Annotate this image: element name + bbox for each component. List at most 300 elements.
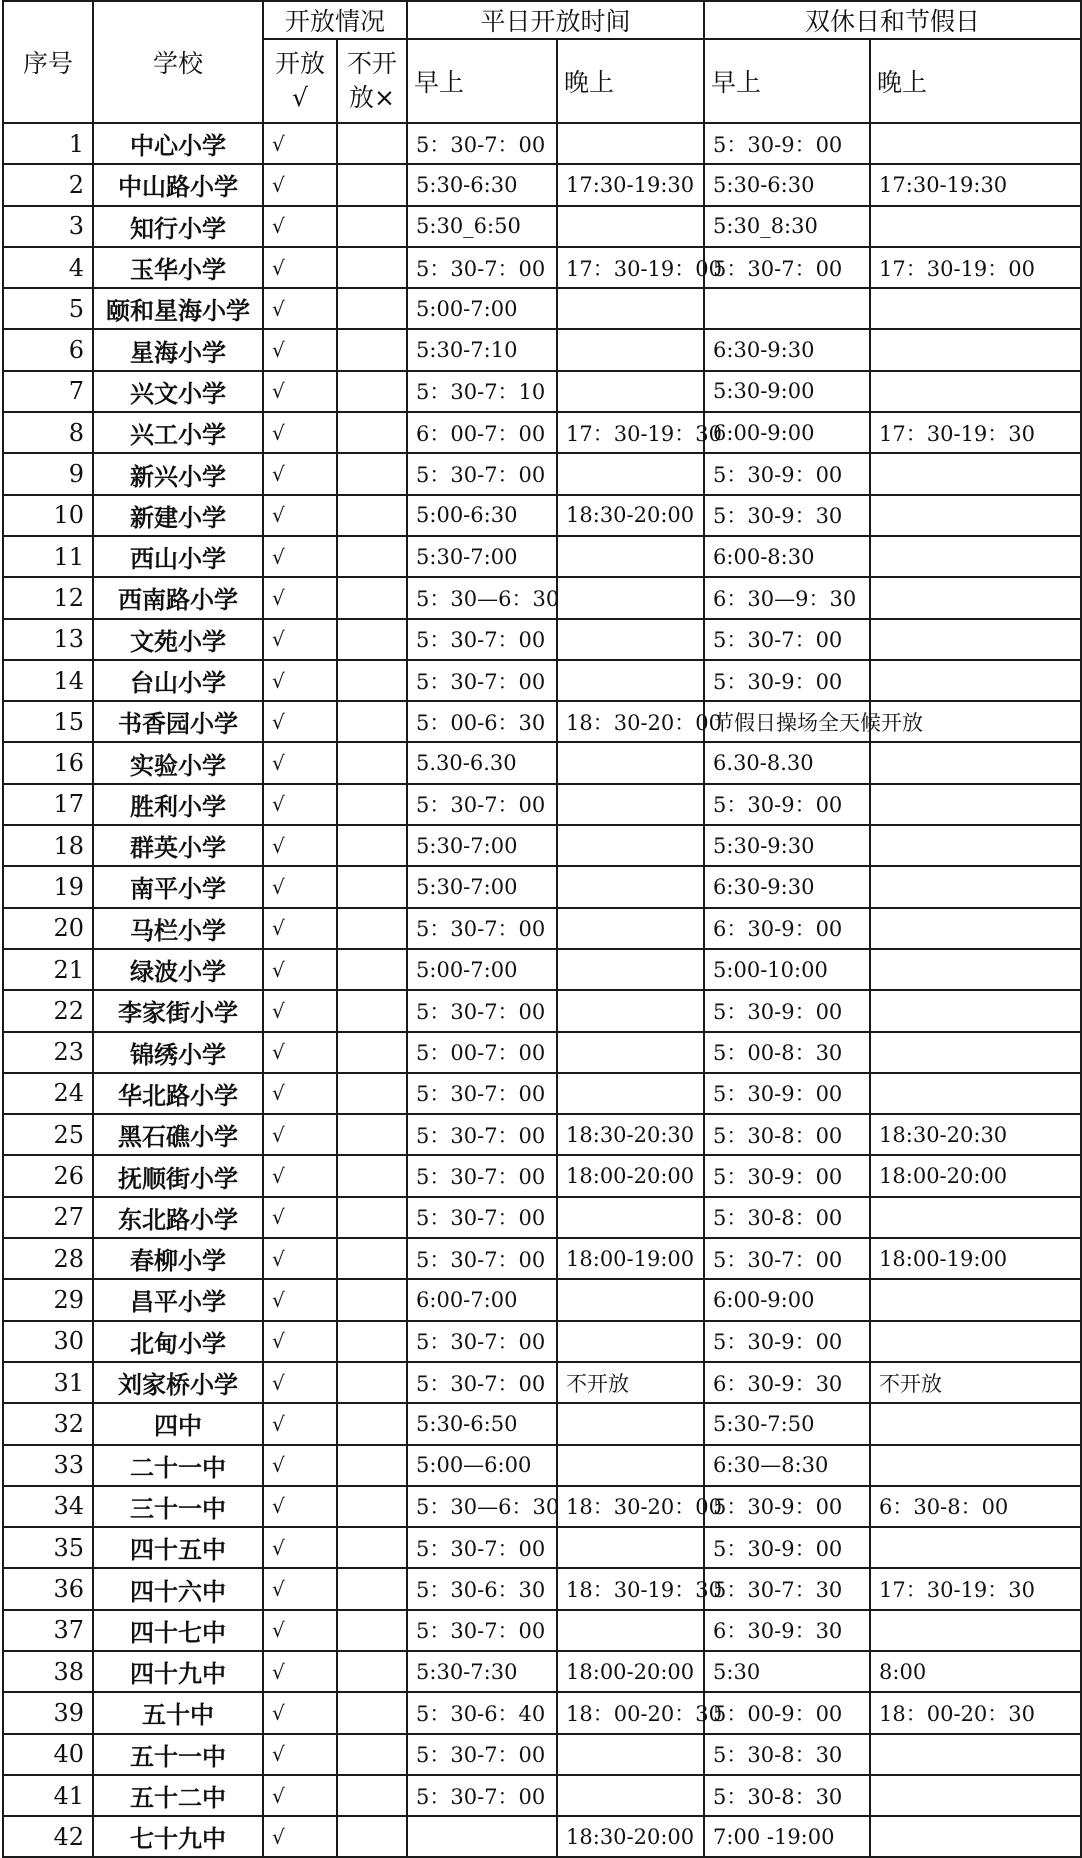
weekday-evening-cell [557, 1073, 704, 1114]
header-open: 开放√ [263, 39, 337, 123]
school-cell: 西山小学 [93, 536, 263, 577]
table-row [3, 1362, 1081, 1403]
seq-cell: 10 [3, 495, 93, 536]
weekday-evening-cell [557, 742, 704, 783]
weekday-evening-cell [557, 329, 704, 370]
seq-cell: 19 [3, 866, 93, 907]
weekday-morning-cell: 5：30-7：00 [407, 453, 557, 494]
weekend-morning-cell: 5：30-9：00 [704, 1321, 870, 1362]
weekend-morning-cell: 5:30-6:30 [704, 164, 870, 205]
weekend-morning-cell: 7:00 -19:00 [704, 1816, 870, 1857]
weekday-morning-cell: 5：30-7：00 [407, 1321, 557, 1362]
table-row [3, 329, 1081, 370]
not-open-mark [337, 123, 407, 164]
school-cell: 昌平小学 [93, 1279, 263, 1320]
table-row [3, 1073, 1081, 1114]
weekday-evening-cell: 18:00-19:00 [557, 1238, 704, 1279]
school-cell: 实验小学 [93, 742, 263, 783]
open-mark: √ [263, 536, 337, 577]
weekday-evening-cell [557, 206, 704, 247]
weekday-morning-cell: 5：30-7：00 [407, 1238, 557, 1279]
table-row [3, 1032, 1081, 1073]
not-open-mark [337, 1032, 407, 1073]
table-body [3, 123, 1081, 1857]
weekday-morning-cell: 5:30-7:00 [407, 825, 557, 866]
weekend-evening-cell [870, 288, 1081, 329]
weekday-evening-cell [557, 536, 704, 577]
weekday-morning-cell: 5：30-7：00 [407, 1734, 557, 1775]
weekday-morning-cell: 5：30-7：00 [407, 1114, 557, 1155]
seq-cell: 2 [3, 164, 93, 205]
not-open-mark [337, 247, 407, 288]
open-mark: √ [263, 1403, 337, 1444]
table-row [3, 742, 1081, 783]
weekday-evening-cell: 18:00-20:00 [557, 1651, 704, 1692]
weekend-morning-cell: 5：30-9：00 [704, 660, 870, 701]
school-cell: 颐和星海小学 [93, 288, 263, 329]
not-open-mark [337, 1610, 407, 1651]
weekday-morning-cell: 5：30-7：00 [407, 1527, 557, 1568]
weekend-evening-cell: 17：30-19：30 [870, 412, 1081, 453]
weekend-evening-cell [870, 536, 1081, 577]
open-mark: √ [263, 1692, 337, 1733]
schedule-table [2, 0, 1082, 1858]
header-weekend-morning: 早上 [704, 39, 870, 123]
seq-cell: 26 [3, 1155, 93, 1196]
weekend-evening-cell: 18：00-20：30 [870, 1692, 1081, 1733]
seq-cell: 3 [3, 206, 93, 247]
weekend-morning-cell: 6：30-9：30 [704, 1610, 870, 1651]
school-cell: 新建小学 [93, 495, 263, 536]
seq-cell: 12 [3, 577, 93, 618]
seq-cell: 27 [3, 1197, 93, 1238]
seq-cell: 7 [3, 371, 93, 412]
table-row [3, 1403, 1081, 1444]
weekend-morning-cell: 5：30-7：00 [704, 1238, 870, 1279]
weekend-evening-cell [870, 371, 1081, 412]
weekend-morning-cell: 5：30-9：00 [704, 1486, 870, 1527]
table-row [3, 1610, 1081, 1651]
weekday-morning-cell: 5:30-7:30 [407, 1651, 557, 1692]
school-cell: 台山小学 [93, 660, 263, 701]
not-open-mark [337, 1527, 407, 1568]
weekday-evening-cell [557, 1032, 704, 1073]
weekend-evening-cell [870, 1775, 1081, 1816]
open-mark: √ [263, 1279, 337, 1320]
not-open-mark [337, 1692, 407, 1733]
not-open-mark [337, 1486, 407, 1527]
weekend-evening-cell [870, 1197, 1081, 1238]
not-open-mark [337, 1568, 407, 1609]
weekday-morning-cell: 5:30-7:00 [407, 866, 557, 907]
weekend-morning-cell: 5:30-9:00 [704, 371, 870, 412]
open-mark: √ [263, 1816, 337, 1857]
not-open-mark [337, 536, 407, 577]
weekend-evening-cell [870, 1032, 1081, 1073]
weekend-morning-cell: 5：30-9：30 [704, 495, 870, 536]
open-mark: √ [263, 701, 337, 742]
school-cell: 兴工小学 [93, 412, 263, 453]
not-open-mark [337, 660, 407, 701]
open-mark: √ [263, 371, 337, 412]
header-row-top [3, 1, 1081, 39]
table-row [3, 701, 1081, 742]
table-row [3, 990, 1081, 1031]
weekday-morning-cell: 6：00-7：00 [407, 412, 557, 453]
weekday-evening-cell: 17：30-19：00 [557, 247, 704, 288]
seq-cell: 1 [3, 123, 93, 164]
weekend-evening-cell [870, 329, 1081, 370]
not-open-mark [337, 1155, 407, 1196]
weekend-evening-cell [870, 1445, 1081, 1486]
weekend-morning-cell: 6:00-9:00 [704, 412, 870, 453]
seq-cell: 32 [3, 1403, 93, 1444]
seq-cell: 11 [3, 536, 93, 577]
weekday-morning-cell: 6:00-7:00 [407, 1279, 557, 1320]
weekend-evening-cell [870, 660, 1081, 701]
table-row [3, 247, 1081, 288]
weekday-evening-cell: 18：30-20：00 [557, 701, 704, 742]
not-open-mark [337, 412, 407, 453]
weekend-evening-cell [870, 866, 1081, 907]
table-row [3, 866, 1081, 907]
seq-cell: 6 [3, 329, 93, 370]
weekday-evening-cell: 18：30-19：30 [557, 1568, 704, 1609]
school-cell: 五十中 [93, 1692, 263, 1733]
weekday-morning-cell: 5:30-6:50 [407, 1403, 557, 1444]
table-row [3, 206, 1081, 247]
weekend-evening-cell [870, 742, 1081, 783]
weekend-morning-cell: 5:30 [704, 1651, 870, 1692]
table-row [3, 1816, 1081, 1857]
school-cell: 李家街小学 [93, 990, 263, 1031]
seq-cell: 42 [3, 1816, 93, 1857]
weekend-evening-cell [870, 825, 1081, 866]
school-cell: 书香园小学 [93, 701, 263, 742]
school-cell: 四十六中 [93, 1568, 263, 1609]
weekend-morning-cell: 5：00-9：00 [704, 1692, 870, 1733]
weekend-evening-cell [870, 1403, 1081, 1444]
not-open-mark [337, 206, 407, 247]
school-cell: 中心小学 [93, 123, 263, 164]
weekday-morning-cell: 5：00-7：00 [407, 1032, 557, 1073]
weekend-morning-cell: 5:00-10:00 [704, 949, 870, 990]
weekday-morning-cell: 5：30-7：00 [407, 123, 557, 164]
weekday-evening-cell [557, 577, 704, 618]
weekday-evening-cell [557, 949, 704, 990]
school-cell: 三十一中 [93, 1486, 263, 1527]
weekday-evening-cell: 18:30-20:00 [557, 1816, 704, 1857]
weekend-morning-cell: 5：30-8：30 [704, 1734, 870, 1775]
weekend-morning-cell: 节假日操场全天候开放 [704, 701, 870, 742]
weekday-morning-cell: 5：30-7：00 [407, 1197, 557, 1238]
weekend-evening-cell [870, 206, 1081, 247]
weekday-morning-cell: 5：30-7：00 [407, 1775, 557, 1816]
not-open-mark [337, 1734, 407, 1775]
weekend-evening-cell [870, 1527, 1081, 1568]
open-mark: √ [263, 1734, 337, 1775]
table-row [3, 1321, 1081, 1362]
weekend-morning-cell: 5:30-9:30 [704, 825, 870, 866]
weekend-evening-cell [870, 1610, 1081, 1651]
open-mark: √ [263, 908, 337, 949]
open-mark: √ [263, 123, 337, 164]
weekend-evening-cell [870, 1321, 1081, 1362]
not-open-mark [337, 495, 407, 536]
weekend-morning-cell: 5：30-9：00 [704, 784, 870, 825]
school-cell: 文苑小学 [93, 619, 263, 660]
seq-cell: 15 [3, 701, 93, 742]
not-open-mark [337, 1279, 407, 1320]
not-open-mark [337, 329, 407, 370]
table-row [3, 1114, 1081, 1155]
weekend-evening-cell [870, 784, 1081, 825]
weekend-morning-cell: 5：30-9：00 [704, 1155, 870, 1196]
not-open-mark [337, 908, 407, 949]
weekend-morning-cell: 6:30-9:30 [704, 866, 870, 907]
weekend-evening-cell: 18:30-20:30 [870, 1114, 1081, 1155]
table-row [3, 495, 1081, 536]
school-cell: 春柳小学 [93, 1238, 263, 1279]
not-open-mark [337, 701, 407, 742]
not-open-mark [337, 164, 407, 205]
weekday-morning-cell: 5:00-7:00 [407, 949, 557, 990]
open-mark: √ [263, 1610, 337, 1651]
seq-cell: 29 [3, 1279, 93, 1320]
seq-cell: 9 [3, 453, 93, 494]
header-school: 学校 [93, 1, 263, 123]
not-open-mark [337, 825, 407, 866]
weekday-morning-cell: 5:00-7:00 [407, 288, 557, 329]
weekday-morning-cell: 5.30-6.30 [407, 742, 557, 783]
table-row [3, 1527, 1081, 1568]
weekend-morning-cell: 6:30-9:30 [704, 329, 870, 370]
header-weekday: 平日开放时间 [407, 1, 704, 39]
weekday-morning-cell: 5:30-7:10 [407, 329, 557, 370]
not-open-mark [337, 1775, 407, 1816]
seq-cell: 39 [3, 1692, 93, 1733]
weekday-evening-cell: 18：00-20：30 [557, 1692, 704, 1733]
weekday-evening-cell: 18:00-20:00 [557, 1155, 704, 1196]
weekend-evening-cell [870, 1073, 1081, 1114]
weekend-morning-cell: 5：00-8：30 [704, 1032, 870, 1073]
seq-cell: 17 [3, 784, 93, 825]
weekend-evening-cell: 17:30-19:30 [870, 164, 1081, 205]
weekday-morning-cell: 5：30-7：00 [407, 619, 557, 660]
school-cell: 胜利小学 [93, 784, 263, 825]
weekday-morning-cell: 5：30—6：30 [407, 1486, 557, 1527]
not-open-mark [337, 866, 407, 907]
weekday-evening-cell [557, 1527, 704, 1568]
weekday-evening-cell [557, 619, 704, 660]
weekday-morning-cell: 5:00-6:30 [407, 495, 557, 536]
not-open-mark [337, 453, 407, 494]
school-cell: 刘家桥小学 [93, 1362, 263, 1403]
school-cell: 星海小学 [93, 329, 263, 370]
header-weekday-morning: 早上 [407, 39, 557, 123]
weekday-evening-cell: 18：30-20：00 [557, 1486, 704, 1527]
weekend-evening-cell [870, 453, 1081, 494]
open-mark: √ [263, 577, 337, 618]
open-mark: √ [263, 247, 337, 288]
weekend-morning-cell [704, 288, 870, 329]
school-cell: 玉华小学 [93, 247, 263, 288]
school-cell: 五十二中 [93, 1775, 263, 1816]
not-open-mark [337, 1238, 407, 1279]
seq-cell: 28 [3, 1238, 93, 1279]
open-mark: √ [263, 1032, 337, 1073]
weekday-morning-cell: 5：30-6：40 [407, 1692, 557, 1733]
weekday-evening-cell [557, 453, 704, 494]
open-mark: √ [263, 329, 337, 370]
table-row [3, 1692, 1081, 1733]
school-cell: 四十七中 [93, 1610, 263, 1651]
seq-cell: 22 [3, 990, 93, 1031]
table-row [3, 412, 1081, 453]
open-mark: √ [263, 660, 337, 701]
weekend-morning-cell: 5:30_8:30 [704, 206, 870, 247]
school-cell: 绿波小学 [93, 949, 263, 990]
open-mark: √ [263, 206, 337, 247]
header-open-status: 开放情况 [263, 1, 407, 39]
not-open-mark [337, 742, 407, 783]
seq-cell: 20 [3, 908, 93, 949]
open-mark: √ [263, 1114, 337, 1155]
weekday-morning-cell: 5：30-7：00 [407, 784, 557, 825]
table-row [3, 1238, 1081, 1279]
weekend-morning-cell: 5：30-7：30 [704, 1568, 870, 1609]
table-row [3, 453, 1081, 494]
not-open-mark [337, 1197, 407, 1238]
weekday-morning-cell: 5：30-7：00 [407, 1610, 557, 1651]
header-weekend-evening: 晚上 [870, 39, 1081, 123]
weekend-evening-cell: 不开放 [870, 1362, 1081, 1403]
not-open-mark [337, 784, 407, 825]
open-mark: √ [263, 1238, 337, 1279]
not-open-mark [337, 288, 407, 329]
seq-cell: 18 [3, 825, 93, 866]
open-mark: √ [263, 1568, 337, 1609]
weekend-morning-cell: 5：30-7：00 [704, 247, 870, 288]
weekday-morning-cell: 5:00—6:00 [407, 1445, 557, 1486]
not-open-mark [337, 990, 407, 1031]
weekend-evening-cell [870, 495, 1081, 536]
weekend-morning-cell: 5：30-8：00 [704, 1197, 870, 1238]
weekday-morning-cell: 5：30-7：00 [407, 990, 557, 1031]
school-cell: 四中 [93, 1403, 263, 1444]
weekday-evening-cell [557, 908, 704, 949]
not-open-mark [337, 949, 407, 990]
seq-cell: 25 [3, 1114, 93, 1155]
open-mark: √ [263, 866, 337, 907]
school-cell: 华北路小学 [93, 1073, 263, 1114]
weekend-morning-cell: 5:30-7:50 [704, 1403, 870, 1444]
seq-cell: 5 [3, 288, 93, 329]
school-cell: 群英小学 [93, 825, 263, 866]
weekday-morning-cell: 5：30-7：00 [407, 1073, 557, 1114]
weekday-morning-cell: 5:30-7:00 [407, 536, 557, 577]
weekend-evening-cell [870, 619, 1081, 660]
weekend-evening-cell: 8:00 [870, 1651, 1081, 1692]
seq-cell: 36 [3, 1568, 93, 1609]
not-open-mark [337, 1362, 407, 1403]
school-cell: 四十五中 [93, 1527, 263, 1568]
weekday-evening-cell: 17：30-19：30 [557, 412, 704, 453]
table-row [3, 123, 1081, 164]
seq-cell: 37 [3, 1610, 93, 1651]
weekday-evening-cell [557, 866, 704, 907]
not-open-mark [337, 1445, 407, 1486]
school-cell: 抚顺街小学 [93, 1155, 263, 1196]
weekday-morning-cell: 5：00-6：30 [407, 701, 557, 742]
table-row [3, 536, 1081, 577]
not-open-mark [337, 577, 407, 618]
table-row [3, 577, 1081, 618]
not-open-mark [337, 1816, 407, 1857]
school-cell: 马栏小学 [93, 908, 263, 949]
weekend-morning-cell: 6：30-9：00 [704, 908, 870, 949]
school-cell: 南平小学 [93, 866, 263, 907]
header-weekday-evening: 晚上 [557, 39, 704, 123]
weekend-morning-cell: 5：30-9：00 [704, 990, 870, 1031]
seq-cell: 24 [3, 1073, 93, 1114]
weekday-morning-cell: 5：30—6：30 [407, 577, 557, 618]
weekend-evening-cell: 18:00-20:00 [870, 1155, 1081, 1196]
weekday-evening-cell [557, 1403, 704, 1444]
open-mark: √ [263, 412, 337, 453]
seq-cell: 33 [3, 1445, 93, 1486]
weekend-evening-cell [870, 1816, 1081, 1857]
school-cell: 西南路小学 [93, 577, 263, 618]
table-row [3, 164, 1081, 205]
school-cell: 知行小学 [93, 206, 263, 247]
weekend-morning-cell: 6：30—9：30 [704, 577, 870, 618]
open-mark: √ [263, 288, 337, 329]
weekend-morning-cell: 5：30-9：00 [704, 1527, 870, 1568]
weekend-evening-cell [870, 949, 1081, 990]
weekend-morning-cell: 6：30-9：30 [704, 1362, 870, 1403]
table-row [3, 1651, 1081, 1692]
weekday-morning-cell: 5:30-6:30 [407, 164, 557, 205]
weekend-morning-cell: 5：30-8：30 [704, 1775, 870, 1816]
weekend-morning-cell: 5：30-7：00 [704, 619, 870, 660]
table-row [3, 1279, 1081, 1320]
weekday-morning-cell: 5：30-7：10 [407, 371, 557, 412]
school-cell: 中山路小学 [93, 164, 263, 205]
weekday-morning-cell: 5：30-7：00 [407, 1362, 557, 1403]
open-mark: √ [263, 619, 337, 660]
weekday-evening-cell [557, 825, 704, 866]
school-cell: 东北路小学 [93, 1197, 263, 1238]
weekday-evening-cell [557, 784, 704, 825]
not-open-mark [337, 1651, 407, 1692]
weekday-evening-cell: 17:30-19:30 [557, 164, 704, 205]
open-mark: √ [263, 1486, 337, 1527]
school-cell: 五十一中 [93, 1734, 263, 1775]
table-row [3, 371, 1081, 412]
header-weekend: 双休日和节假日 [704, 1, 1081, 39]
weekday-evening-cell [557, 1321, 704, 1362]
open-mark: √ [263, 825, 337, 866]
seq-cell: 41 [3, 1775, 93, 1816]
table-row [3, 1775, 1081, 1816]
weekday-morning-cell: 5：30-6：30 [407, 1568, 557, 1609]
weekend-morning-cell: 6.30-8.30 [704, 742, 870, 783]
weekday-evening-cell [557, 371, 704, 412]
table-row [3, 1445, 1081, 1486]
not-open-mark [337, 1073, 407, 1114]
weekend-morning-cell: 6:00-9:00 [704, 1279, 870, 1320]
